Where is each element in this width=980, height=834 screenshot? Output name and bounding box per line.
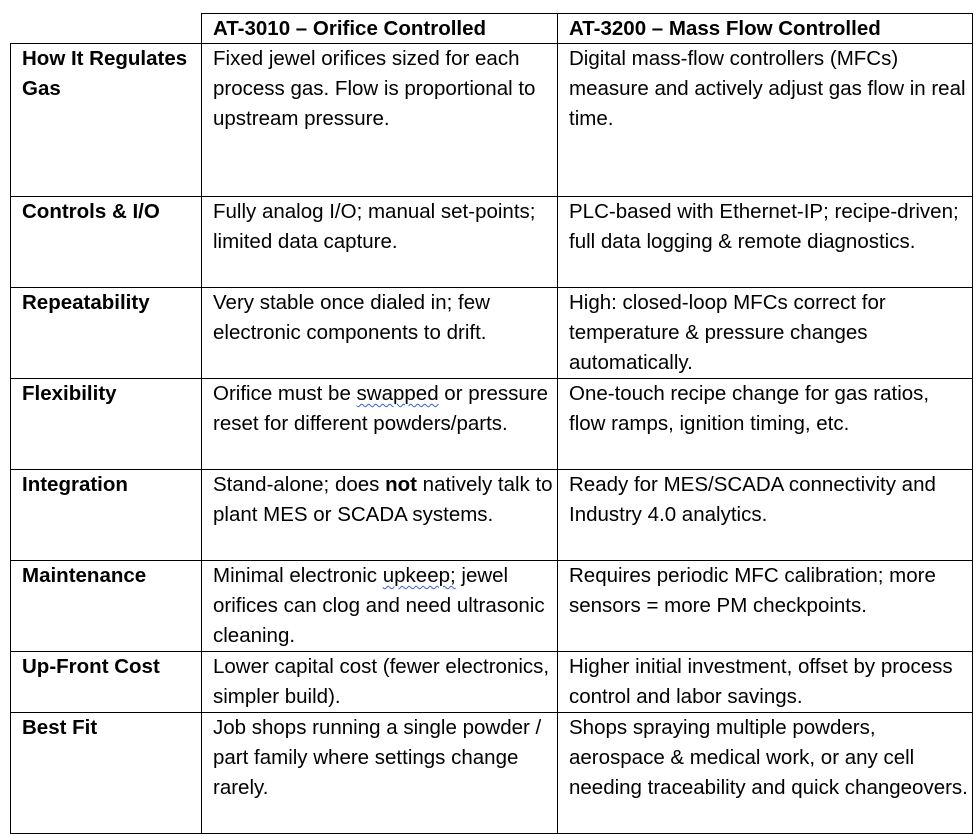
spellcheck-mark[interactable]: swapped [356,382,439,405]
at3200-cell: Ready for MES/SCADA connectivity and Industry 4.0 analytics. [558,470,973,561]
at3010-cell [202,561,558,652]
row-label: Up-Front Cost [11,652,202,713]
row-label: How It Regulates Gas [11,44,202,197]
at3200-cell: Requires periodic MFC calibration; more sensors = more PM checkpoints. [558,561,973,652]
at3010-cell: Lower capital cost (fewer electronics, simpler build). [202,652,558,713]
cell-text: Minimal electronic [213,564,383,587]
at3200-cell: High: closed-loop MFCs correct for temperature & pressure changes automatically. [558,288,973,379]
cell-text: Stand-alone; does [213,473,386,496]
at3200-cell: Digital mass-flow controllers (MFCs) measure and actively adjust gas flow in real time. [558,44,973,197]
cell-text: natively talk to plant MES or SCADA systems. [213,473,553,526]
at3200-cell: One-touch recipe change for gas ratios, flow ramps, ignition timing, etc. [558,379,973,470]
cell-text: Orifice must be [213,382,357,405]
header-at3200: AT-3200 – Mass Flow Controlled [558,14,973,44]
at3200-cell: Higher initial investment, offset by process control and labor savings. [558,652,973,713]
row-label: Repeatability [11,288,202,379]
at3010-cell: Fully analog I/O; manual set-points; limited data capture. [202,197,558,288]
spellcheck-mark[interactable]: upkeep; [382,564,456,587]
row-label: Integration [11,470,202,561]
row-label: Flexibility [11,379,202,470]
table-row [11,44,973,197]
header-row [11,14,973,44]
row-label: Best Fit [11,713,202,834]
at3010-cell [202,379,558,470]
at3010-cell: Job shops running a single powder / part family where settings change rarely. [202,713,558,834]
table-row [11,561,973,652]
row-label: Maintenance [11,561,202,652]
at3200-cell: Shops spraying multiple powders, aerospace & medical work, or any cell needing traceability and quick changeovers. [558,713,973,834]
table-row [11,470,973,561]
cell-text: or pressure reset for different powders/parts. [213,382,548,435]
table-row [11,197,973,288]
at3010-cell [202,470,558,561]
corner-cell [11,14,202,44]
at3010-cell: Very stable once dialed in; few electronic components to drift. [202,288,558,379]
comparison-table [10,13,973,834]
at3200-cell: PLC-based with Ethernet-IP; recipe-driven; full data logging & remote diagnostics. [558,197,973,288]
cell-text: jewel orifices can clog and need ultrasonic cleaning. [213,564,545,647]
at3010-cell: Fixed jewel orifices sized for each process gas. Flow is proportional to upstream pressure. [202,44,558,197]
table-row [11,713,973,834]
row-label: Controls & I/O [11,197,202,288]
table-row [11,652,973,713]
emphasis-text: not [385,473,417,496]
header-at3010: AT-3010 – Orifice Controlled [202,14,558,44]
table-row [11,288,973,379]
table-row [11,379,973,470]
